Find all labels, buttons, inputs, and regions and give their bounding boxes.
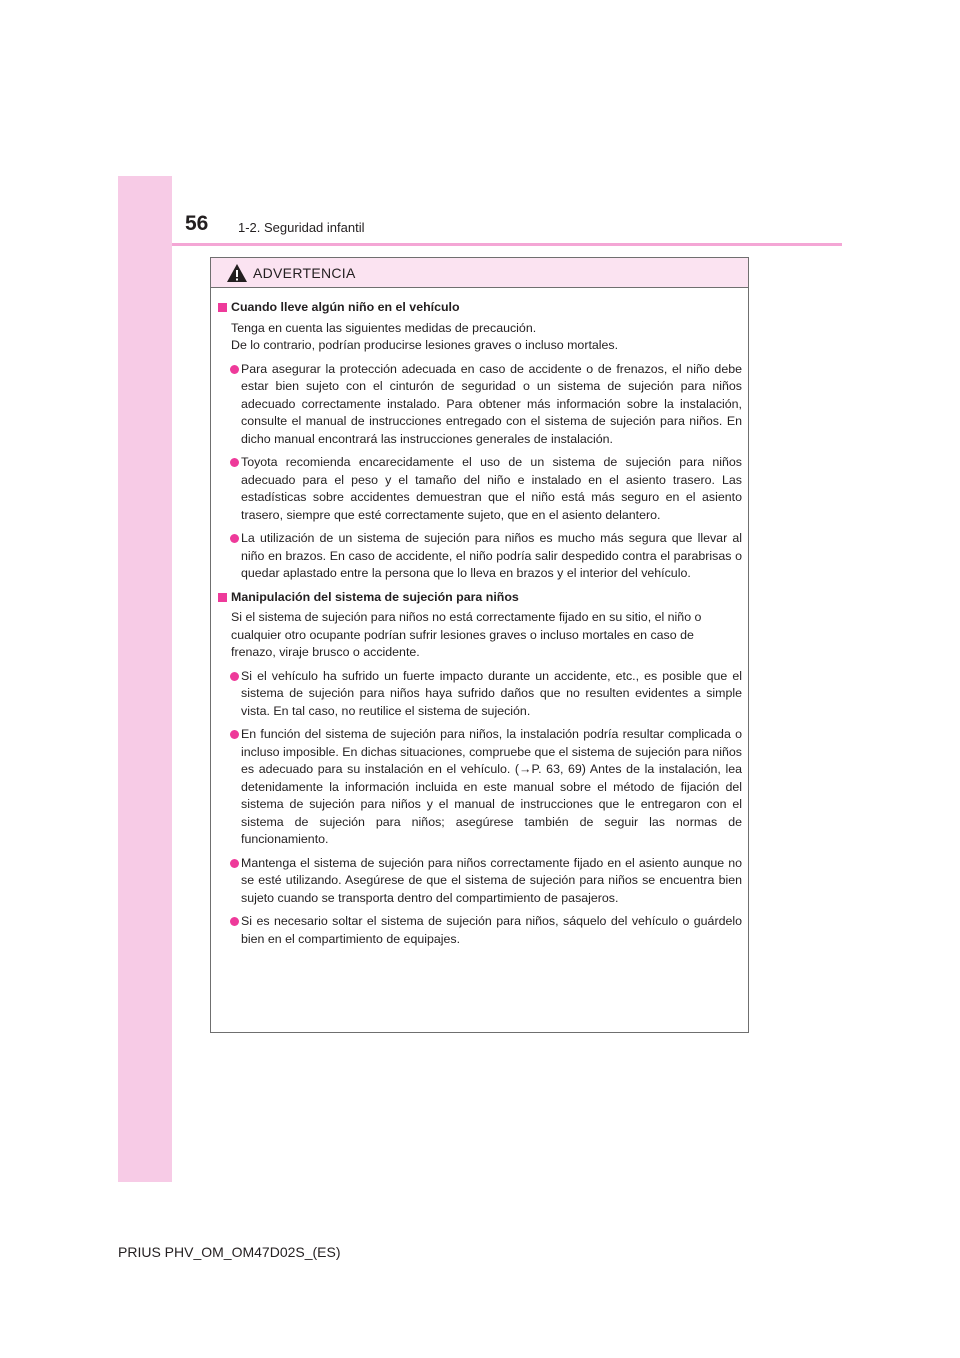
header-rule: [172, 243, 842, 246]
dot-bullet-icon: [230, 859, 239, 868]
warning-header: [211, 258, 748, 288]
square-bullet-icon: [218, 593, 227, 602]
warning-title: ADVERTENCIA: [253, 264, 356, 281]
section-text: Si el sistema de sujeción para niños no está correctamente fijado en su sitio, el niño o cualquier otro ocupante podrían sufrir lesiones graves o incluso mortales en caso de frenazo, viraje brusco o accidente.: [231, 610, 702, 659]
warning-box: [210, 257, 749, 1033]
list-item: En función del sistema de sujeción para niños, la instalación podría resultar complicada o incluso imposible. En dichas situaciones, compruebe que el sistema de sujeción para niños es adecuado para su instalación en el vehículo. (→P. 63, 69) Antes de la instalación, lea detenidamente la información incluida en este manual sobre el método de fijación del sistema de sujeción para niños y el manual de instrucciones que le entregaron con el sistema de sujeción para niños; asegúrese también de seguir las normas de funcionamiento.: [218, 726, 742, 849]
section-title: 1-2. Seguridad infantil: [238, 220, 365, 235]
warning-body: [211, 288, 748, 948]
section-text: Tenga en cuenta las siguientes medidas de precaución. De lo contrario, podrían producirse lesiones graves o incluso mortales.: [231, 320, 619, 352]
section-heading-child-in-vehicle: Cuando lleve algún niño en el vehículo: [218, 299, 742, 317]
section-heading-child-seat-handling: Manipulación del sistema de sujeción para niños: [218, 589, 742, 607]
document-id: PRIUS PHV_OM_OM47D02S_(ES): [118, 1244, 341, 1260]
dot-bullet-icon: [230, 365, 239, 374]
square-bullet-icon: [218, 303, 227, 312]
list-item: Si el vehículo ha sufrido un fuerte impacto durante un accidente, etc., es posible que el sistema de sujeción para niños haya sufrido daños que no resulten evidentes a simple vista. En tal caso, no reutilice el sistema de sujeción.: [218, 668, 742, 721]
list-item: Toyota recomienda encarecidamente el uso de un sistema de sujeción para niños adecuado para el peso y el tamaño del niño e instalado en el asiento trasero. Las estadísticas sobre accidentes demuestran que el niño está más seguro en el asiento trasero, siempre que esté correctamente sujeto, que en el asiento delantero.: [218, 454, 742, 524]
dot-bullet-icon: [230, 730, 239, 739]
dot-bullet-icon: [230, 917, 239, 926]
dot-bullet-icon: [230, 672, 239, 681]
dot-bullet-icon: [230, 534, 239, 543]
dot-bullet-icon: [230, 458, 239, 467]
list-item: Si es necesario soltar el sistema de sujeción para niños, sáquelo del vehículo o guárdelo bien en el compartimiento de equipajes.: [218, 913, 742, 948]
list-item: Para asegurar la protección adecuada en caso de accidente o de frenazos, el niño debe estar bien sujeto con el cinturón de seguridad o un sistema de sujeción para niños adecuado correctamente instalado. Para obtener más información sobre la instalación, consulte el manual de instrucciones entregado con el sistema de sujeción para niños. En dicho manual encontrará las instrucciones generales de instalación.: [218, 361, 742, 449]
side-color-band: [118, 176, 172, 1182]
warning-triangle-icon: [226, 263, 248, 283]
list-item: La utilización de un sistema de sujeción para niños es mucho más segura que llevar al niño en brazos. En caso de accidente, el niño podría salir despedido contra el parabrisas o quedar aplastado entre la persona que lo lleva en brazos y el interior del vehículo.: [218, 530, 742, 583]
list-item: Mantenga el sistema de sujeción para niños correctamente fijado en el asiento aunque no se esté utilizando. Asegúrese de que el sistema de sujeción para niños se encuentra bien sujeto cuando se transporta dentro del compartimiento de pasajeros.: [218, 855, 742, 908]
page-number: 56: [185, 212, 209, 235]
